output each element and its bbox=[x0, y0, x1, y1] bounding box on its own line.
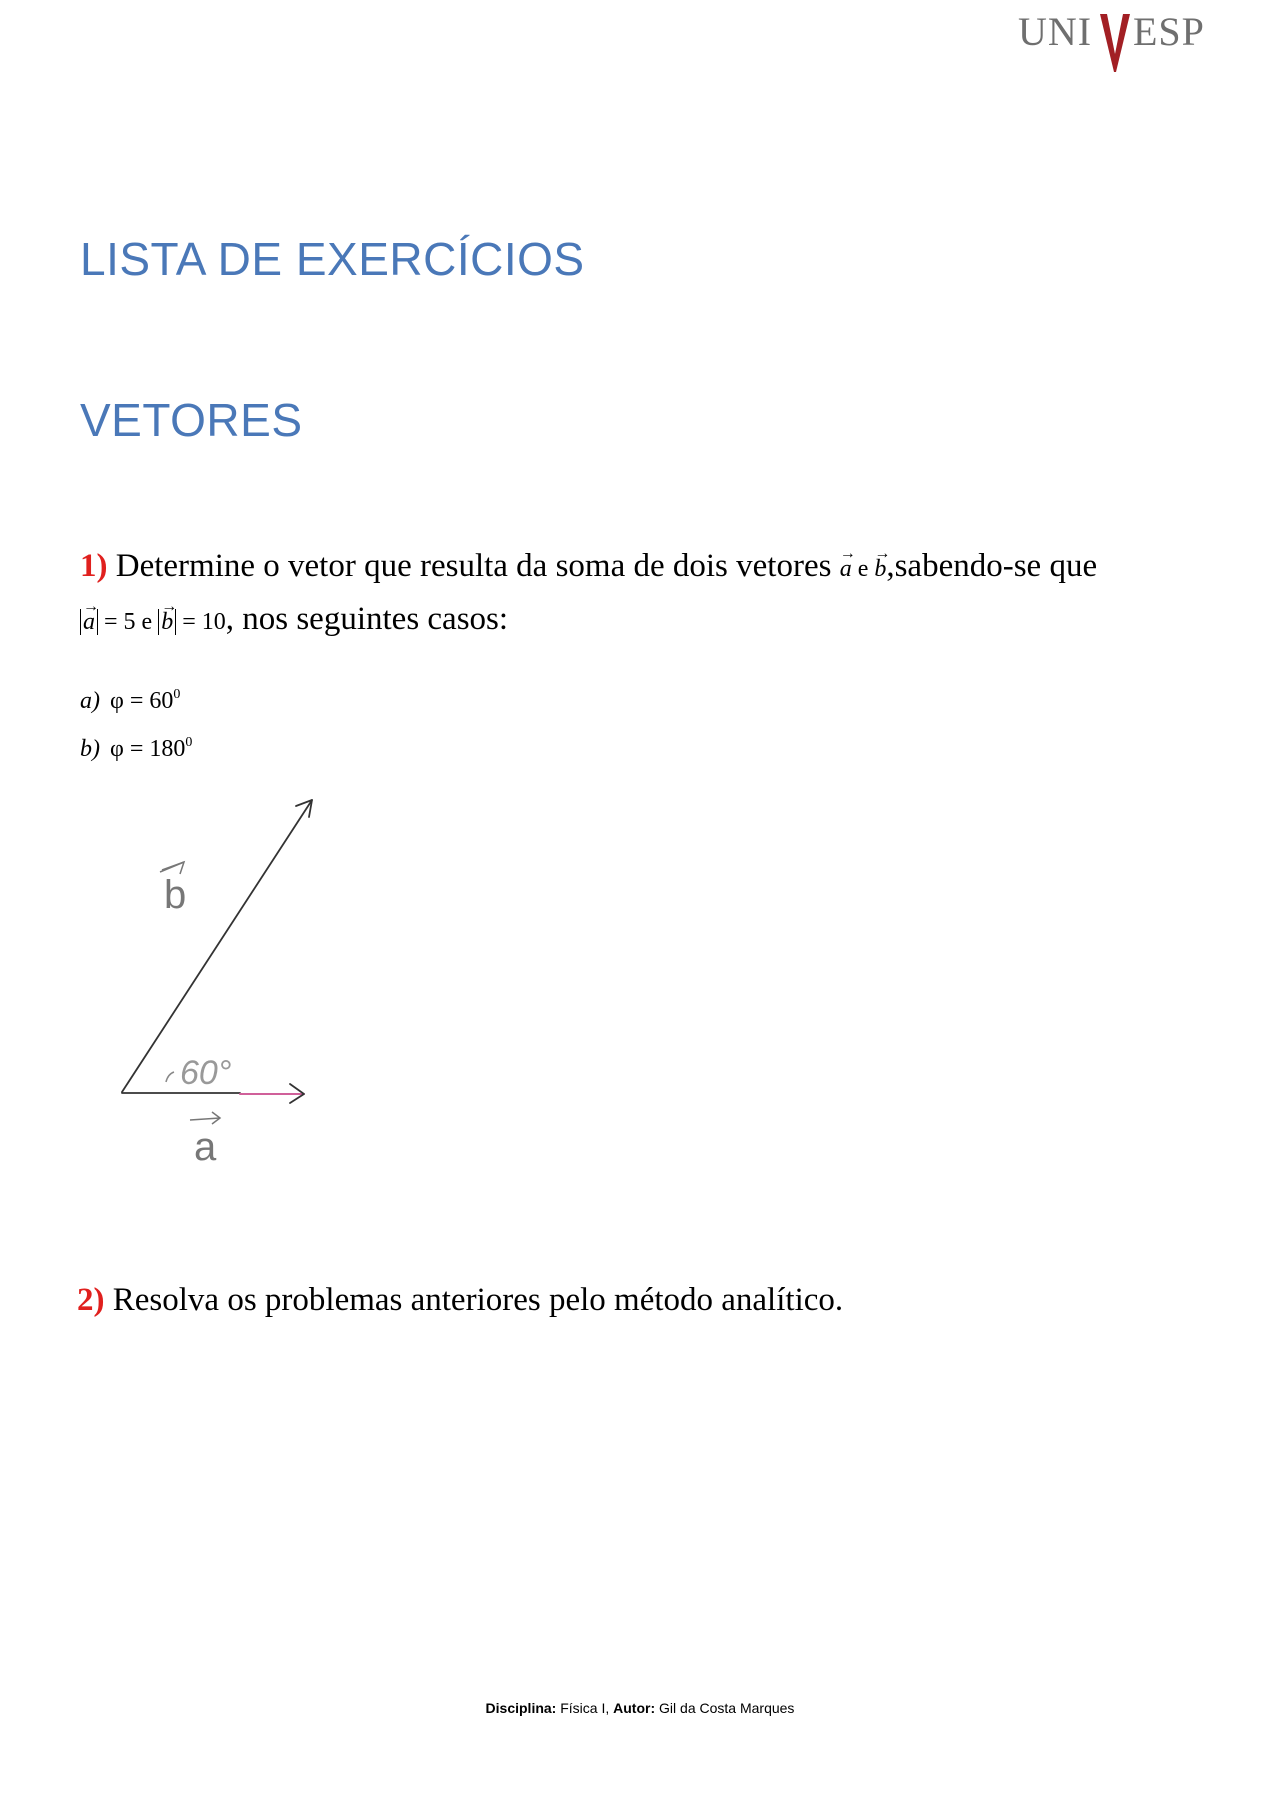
question-2-text: Resolva os problemas anteriores pelo método analítico. bbox=[112, 1282, 844, 1318]
abs-and: e bbox=[141, 609, 153, 635]
logo-v-mark bbox=[1100, 14, 1130, 72]
label-a-arrow-shaft bbox=[190, 1118, 220, 1120]
case-expr: φ = 60 bbox=[110, 688, 174, 714]
question-2 bbox=[77, 1282, 843, 1319]
magnitudes-expr bbox=[80, 609, 226, 635]
abs-b-value: = 10 bbox=[182, 609, 226, 635]
abs-a-value: = 5 bbox=[104, 609, 136, 635]
footer-disc-label: Disciplina: bbox=[485, 1700, 557, 1716]
question-1-text-end: , nos seguintes casos: bbox=[225, 601, 509, 637]
case-sup: 0 bbox=[185, 735, 193, 750]
case-b bbox=[80, 722, 192, 770]
label-a: a bbox=[194, 1125, 217, 1169]
abs-b-vector: → b bbox=[161, 597, 173, 647]
label-b: b bbox=[164, 873, 187, 917]
case-letter: b) bbox=[80, 736, 100, 762]
abs-a-vector: → a bbox=[83, 597, 95, 647]
page-title: LISTA DE EXERCÍCIOS bbox=[80, 233, 585, 285]
vector-b-line bbox=[122, 800, 312, 1092]
question-1-text: Determine o vetor que resulta da soma de dois vetores bbox=[115, 548, 832, 584]
footer bbox=[0, 1700, 1280, 1716]
footer-author-value: Gil da Costa Marques bbox=[659, 1700, 795, 1716]
footer-author-label: Autor: bbox=[613, 1700, 656, 1716]
vector-diagram bbox=[100, 782, 340, 1182]
univesp-logo bbox=[1018, 8, 1205, 72]
angle-arc bbox=[166, 1072, 174, 1082]
case-expr: φ = 180 bbox=[110, 736, 186, 762]
question-1-text-after: ,sabendo-se que bbox=[886, 548, 1098, 584]
logo-text-right: ESP bbox=[1133, 9, 1205, 54]
vector-a: → a bbox=[840, 544, 852, 594]
vector-a-b-expr bbox=[840, 556, 887, 582]
and-word: e bbox=[857, 556, 869, 582]
abs-b bbox=[158, 609, 176, 635]
question-2-number: 2) bbox=[77, 1282, 105, 1318]
section-title: VETORES bbox=[80, 394, 303, 446]
question-1 bbox=[80, 541, 1207, 647]
case-letter: a) bbox=[80, 688, 100, 714]
vector-b: → b bbox=[874, 544, 886, 594]
case-a bbox=[80, 674, 192, 722]
logo-text-left: UNI bbox=[1018, 9, 1093, 54]
abs-a bbox=[80, 609, 98, 635]
case-sup: 0 bbox=[173, 687, 181, 702]
cases-list bbox=[80, 674, 192, 770]
question-1-number: 1) bbox=[80, 548, 108, 584]
angle-label: 60° bbox=[180, 1054, 232, 1092]
footer-disc-value: Física I, bbox=[560, 1700, 610, 1716]
